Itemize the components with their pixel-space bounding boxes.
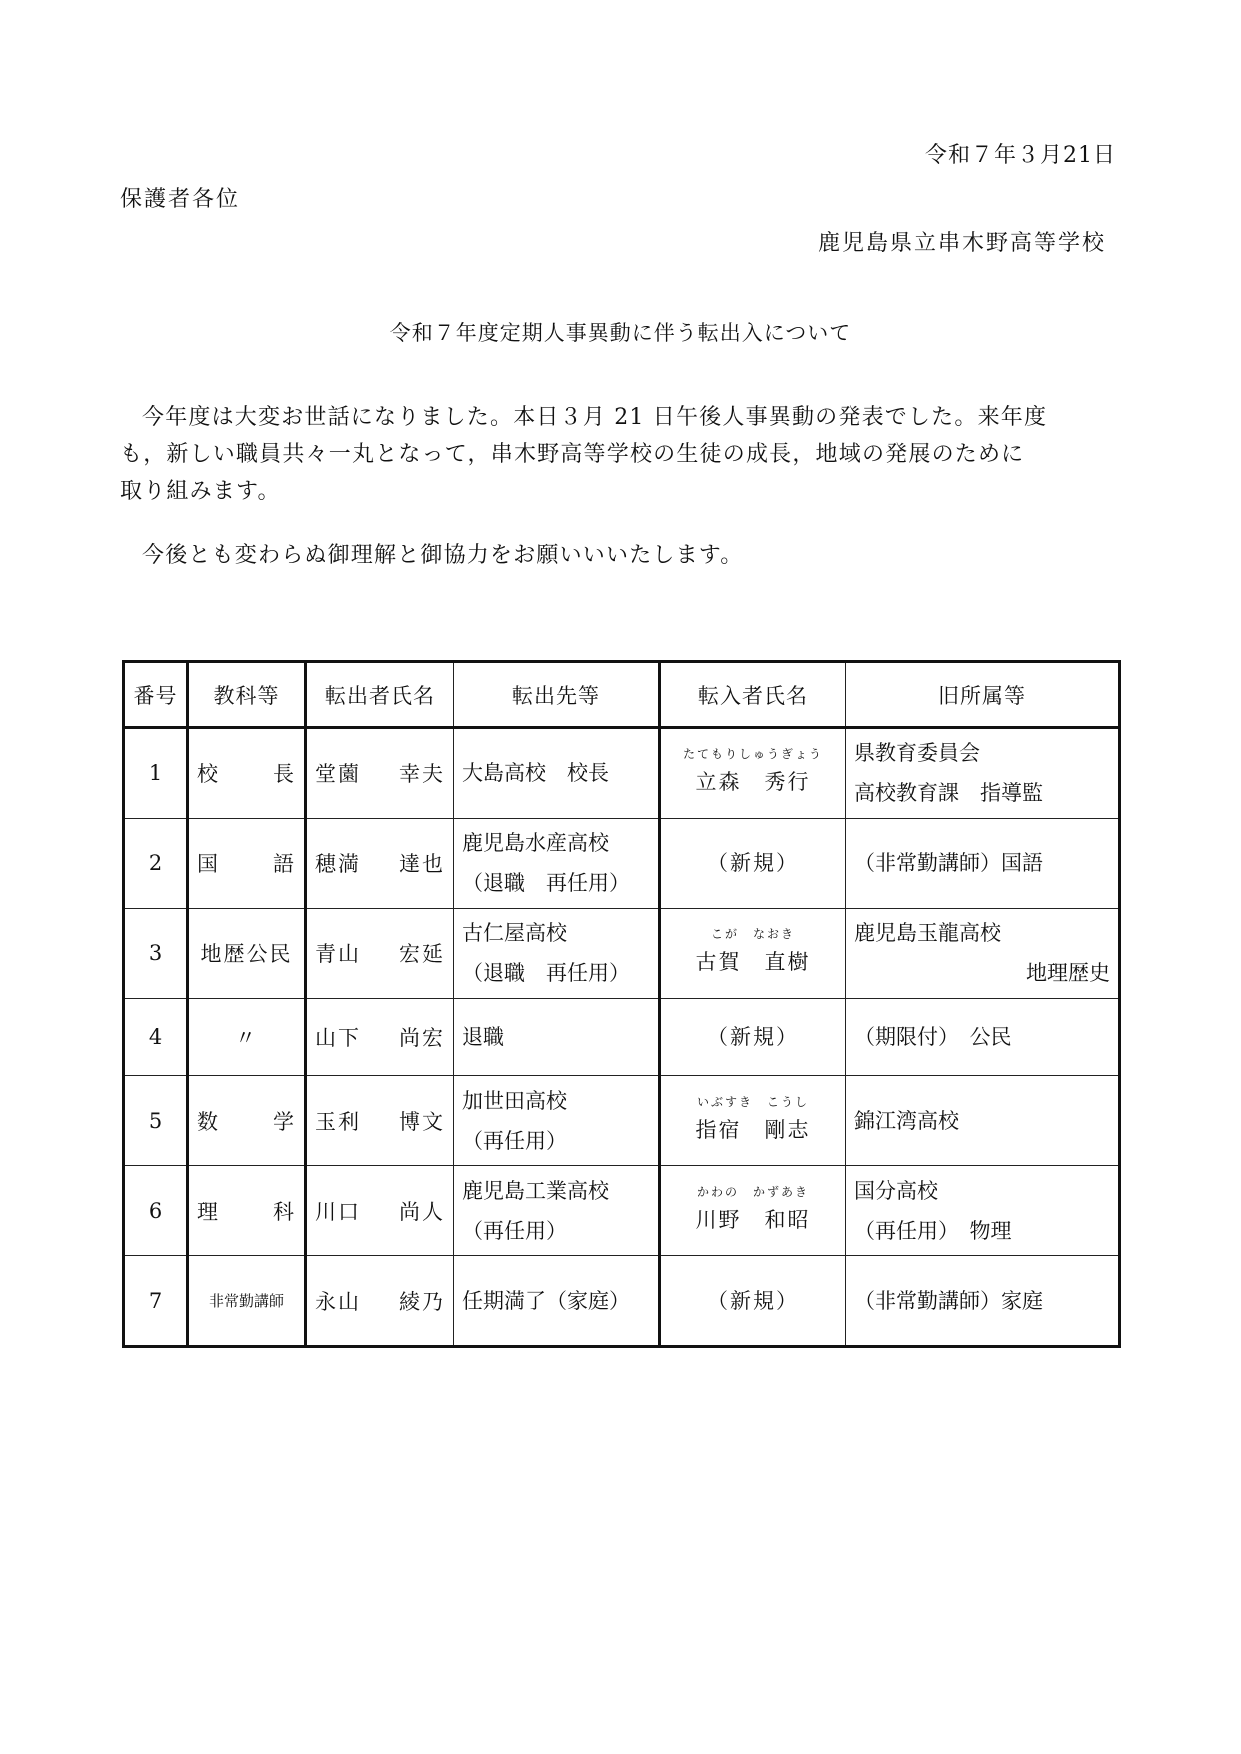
recipient: 保護者各位 [120, 187, 241, 212]
row-destination: 大島高校 校長 [454, 728, 660, 819]
header-previous-post: 旧所属等 [846, 662, 1120, 728]
header-incoming-name: 転入者氏名 [660, 662, 846, 728]
name-reading: たてもりしゅうぎょう [682, 747, 823, 762]
row-previous-post: 錦江湾高校 [846, 1076, 1120, 1166]
row-destination: 加世田高校 （再任用） [454, 1076, 660, 1166]
body-line: 今年度は大変お世話になりました。本日３月 21 日午後人事異動の発表でした。来年度 [142, 405, 1048, 430]
row-outgoing-name: 山下 尚宏 [306, 998, 454, 1076]
row-number: 2 [124, 818, 188, 908]
row-outgoing-name: 青山 宏延 [306, 908, 454, 998]
row-previous-post: 鹿児島玉龍高校 地理歴史 [846, 908, 1120, 998]
row-incoming-name: かわの かずあき 川野 和昭 [660, 1166, 846, 1256]
row-previous-post: （非常勤講師）国語 [846, 818, 1120, 908]
row-destination: 古仁屋高校 （退職 再任用） [454, 908, 660, 998]
table-header-row [124, 662, 1120, 728]
row-subject: 〃 [188, 998, 306, 1076]
row-number: 4 [124, 998, 188, 1076]
row-outgoing-name: 川口 尚人 [306, 1166, 454, 1256]
table-row [124, 998, 1120, 1076]
row-subject: 地歴公民 [188, 908, 306, 998]
row-incoming-name: （新規） [660, 998, 846, 1076]
table-row [124, 1076, 1120, 1166]
row-outgoing-name: 穂満 達也 [306, 818, 454, 908]
row-destination: 任期満了（家庭） [454, 1256, 660, 1347]
closing-line: 今後とも変わらぬ御理解と御協力をお願いいいたします。 [142, 543, 744, 568]
row-number: 5 [124, 1076, 188, 1166]
name-reading: こが なおき [710, 927, 795, 942]
closing-paragraph [120, 537, 1120, 574]
table-row [124, 818, 1120, 908]
header-number: 番号 [124, 662, 188, 728]
row-incoming-name: こが なおき 古賀 直樹 [660, 908, 846, 998]
row-incoming-name: （新規） [660, 1256, 846, 1347]
row-destination: 鹿児島水産高校 （退職 再任用） [454, 818, 660, 908]
row-number: 7 [124, 1256, 188, 1347]
header-outgoing-name: 転出者氏名 [306, 662, 454, 728]
name-reading: いぶすき こうし [696, 1094, 809, 1109]
document-date: 令和７年３月21日 [925, 143, 1116, 168]
body-line: 取り組みます。 [120, 479, 281, 504]
name-reading: かわの かずあき [696, 1184, 809, 1199]
body-line: も，新しい職員共々一丸となって，串木野高等学校の生徒の成長，地域の発展のために [120, 442, 1025, 467]
row-outgoing-name: 永山 綾乃 [306, 1256, 454, 1347]
row-previous-post: （非常勤講師）家庭 [846, 1256, 1120, 1347]
notice-title: 令和７年度定期人事異動に伴う転出入について [389, 321, 852, 345]
body-paragraph [120, 399, 1120, 510]
header-subject: 教科等 [188, 662, 306, 728]
row-outgoing-name: 玉利 博文 [306, 1076, 454, 1166]
row-incoming-name: いぶすき こうし 指宿 剛志 [660, 1076, 846, 1166]
row-outgoing-name: 堂薗 幸夫 [306, 728, 454, 819]
row-subject: 理 科 [188, 1166, 306, 1256]
row-incoming-name: たてもりしゅうぎょう 立森 秀行 [660, 728, 846, 819]
table-row [124, 728, 1120, 819]
row-subject: 非常勤講師 [188, 1256, 306, 1347]
sender-school: 鹿児島県立串木野高等学校 [817, 231, 1106, 256]
transfer-table [122, 660, 1121, 1348]
row-subject: 数 学 [188, 1076, 306, 1166]
header-destination: 転出先等 [454, 662, 660, 728]
row-subject: 国 語 [188, 818, 306, 908]
table-row [124, 1166, 1120, 1256]
row-subject: 校 長 [188, 728, 306, 819]
row-destination: 鹿児島工業高校 （再任用） [454, 1166, 660, 1256]
row-number: 1 [124, 728, 188, 819]
row-number: 3 [124, 908, 188, 998]
row-previous-post: 県教育委員会 高校教育課 指導監 [846, 728, 1120, 819]
table-row [124, 908, 1120, 998]
row-previous-post: 国分高校 （再任用） 物理 [846, 1166, 1120, 1256]
row-incoming-name: （新規） [660, 818, 846, 908]
row-number: 6 [124, 1166, 188, 1256]
table-row [124, 1256, 1120, 1347]
row-previous-post: （期限付） 公民 [846, 998, 1120, 1076]
row-destination: 退職 [454, 998, 660, 1076]
